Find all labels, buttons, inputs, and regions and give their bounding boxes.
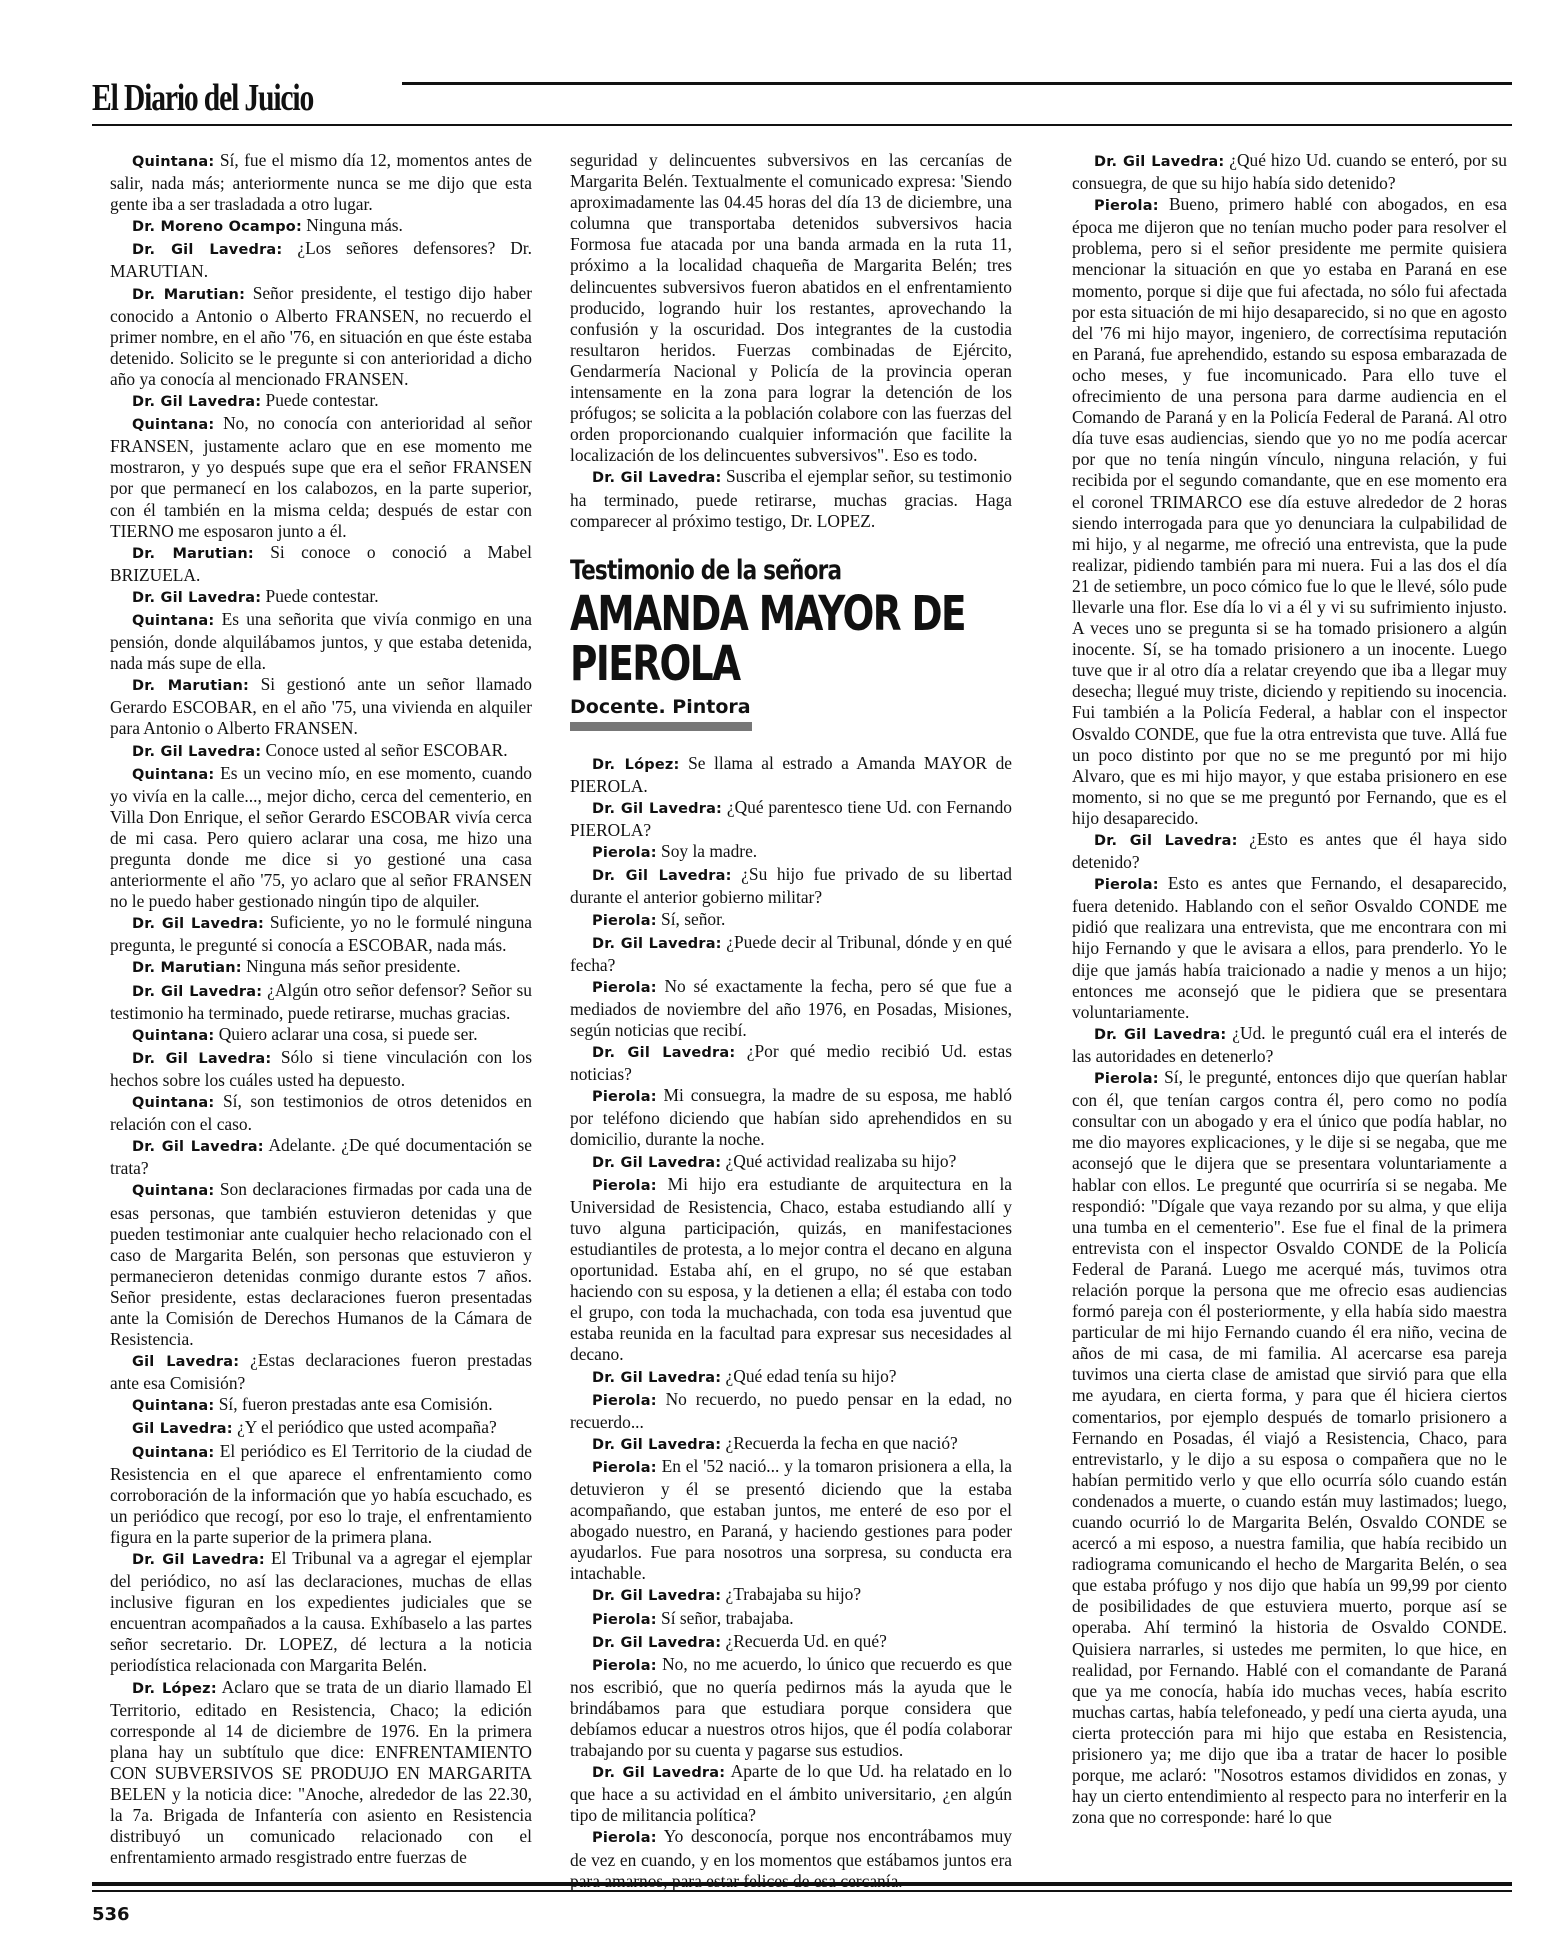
article-name-line-2: PIEROLA xyxy=(570,635,740,692)
paragraph xyxy=(1072,150,1507,194)
paragraph-text: ¿Qué actividad realizaba su hijo? xyxy=(721,1150,957,1171)
paragraph-text: Sí, fue el mismo día 12, momentos antes de salir, nada más; anteriormente nunca se me dijo que esta gente iba a ser trasladada a otro lugar. xyxy=(110,150,532,215)
speaker-label: Dr. Gil Lavedra: xyxy=(1094,833,1238,849)
paragraph-text: Es un vecino mío, en ese momento, cuando yo vivía en la calle..., mejor dicho, cerca del cementerio, en Villa Don Enrique, el señor Gerardo ESCOBAR vivía cerca de mi casa. Pero quiero aclarar una cosa, me hizo una pregunta donde me dice si yo gestioné una casa anteriormente el año '75, yo aclaro que al señor FRANSEN no le puedo haber gestionado ningún tipo de alquiler. xyxy=(110,762,532,912)
speaker-label: Quintana: xyxy=(132,612,215,629)
paragraph xyxy=(570,1456,1012,1585)
paragraph-text: Puede contestar. xyxy=(261,390,379,411)
paragraph xyxy=(110,1677,532,1869)
paragraph-text: Puede contestar. xyxy=(261,585,379,606)
speaker-label: Pierola: xyxy=(592,1611,657,1628)
paragraph-text: Sí, le pregunté, entonces dijo que querían hablar con él, que tenían cargos contra él, pero como no podía consultar con un abogado y era el único que podía hablar, no me dio mayores explicaciones, y le dije si se negaba, que me aconsejó que le dijera que se presentara voluntariamente a hablar con ellos. Le pregunté que ocurriría si se negaba. Me respondió: "Dígale que vaya rezando por su alma, y que elija una tumba en el cementerio". Ese fue el final de la primera entrevista con el inspector Osvaldo CONDE de la Policía Federal de Paraná. Luego me acerqué más, tuvimos otra relación porque la persona que me ofrecio esas audiencias formó pareja con él posteriormente, y ella había sido maestra particular de mi hijo Fernando cuando él era niño, vecina de años de mi casa, de mi familia. Al acercarse esa pareja tuvimos una cierta clase de amistad que sirvió para que ella me ayudara, en cierta forma, y para que él hiciera ciertos comentarios, por ejemplo después de tomarlo prisionero a Fernando en Posadas, él viajó a Resistencia, Chaco, para entrevistarlo, y le dijo a su esposa o compañera que no le habían permitido verlo y que ello ocurría sólo cuando están condenados a muerte, o cuando están muy lastimados; luego, cuando ocurrió lo de Margarita Belén, Osvaldo CONDE se acercó a mi esposo, a nuestra familia, que había recibido un radiograma comunicando el hecho de Margarita Belén, o sea que estaba prófugo y nos dijo que había un 99,99 por ciento de posibilidades de que estuviera muerto, porque así se operaba. Ahí terminó la historia de Osvaldo CONDE. Quisiera narrarles, si ustedes me permiten, lo que hice, en realidad, por Fernando. Hablé con el comandante de Paraná que ya me conocía, había ido muchas veces, había escrito muchas cartas, había telefoneado, y pedí una cierta ayuda, una cierta protección para mi hijo que estaba en Resistencia, prisionero ya; me dijo que iba a tratar de hacer lo posible porque, me aclaró: "Nosotros estamos divididos en zonas, y hay un cierto entendimiento al respecto para no interferir en la zona que no corresponde: haré lo que xyxy=(1072,1067,1507,1828)
paragraph-text: No sé exactamente la fecha, pero sé que fue a mediados de noviembre del año 1976, en Posadas, Misiones, según noticias que recibí. xyxy=(570,975,1012,1040)
paragraph-text: ¿Qué hizo Ud. cuando se enteró, por su consuegra, de que su hijo había sido detenido? xyxy=(1072,150,1507,194)
speaker-label: Quintana: xyxy=(132,1183,215,1200)
paragraph xyxy=(570,753,1012,797)
speaker-label: Dr. Gil Lavedra: xyxy=(592,1588,722,1605)
paragraph xyxy=(110,980,532,1024)
paragraph xyxy=(110,1548,532,1677)
paragraph-text: Son declaraciones firmadas por cada una de esas personas, que también estuvieron detenidas y que pueden testimoniar ante cualquier hecho relacionado con el caso de Margarita Belén, son personas que estuvieron y permanecieron detenidas conmigo durante estos 7 años. Señor presidente, estas declaraciones fueron presentadas ante la Comisión de Derechos Humanos de la Cámara de Resistencia. xyxy=(110,1179,532,1350)
paragraph xyxy=(110,674,532,739)
speaker-label: Dr. Gil Lavedra: xyxy=(132,1552,265,1568)
speaker-label: Dr. Marutian: xyxy=(132,678,250,695)
speaker-label: Dr. Gil Lavedra: xyxy=(592,470,722,487)
paragraph xyxy=(570,466,1012,531)
speaker-label: Pierola: xyxy=(1094,877,1159,894)
paragraph xyxy=(1072,873,1507,1023)
paragraph xyxy=(570,1366,1012,1389)
paragraph xyxy=(570,1654,1012,1761)
paragraph xyxy=(1072,194,1507,829)
paragraph-text: En el '52 nació... y la tomaron prisionera a ella, la detuvieron y él se presentó diciendo que la estaba acompañando, que estaban juntos, me enteré de eso por el abogado nuestro, en Paraná, y haciendo gestiones para poder ayudarlos. Fue para nosotros una sorpresa, su conducta era intachable. xyxy=(570,1455,1012,1584)
speaker-label: Dr. Gil Lavedra: xyxy=(592,1154,722,1171)
article-subtitle: Docente. Pintora xyxy=(570,695,751,718)
speaker-label: Pierola: xyxy=(1094,198,1159,215)
paragraph-text: Quiero aclarar una cosa, si puede ser. xyxy=(214,1023,478,1044)
paragraph-text: ¿Y el periódico que usted acompaña? xyxy=(232,1417,497,1438)
footer-rule-thin xyxy=(92,1890,1512,1892)
speaker-label: Dr. Gil Lavedra: xyxy=(1094,154,1225,170)
paragraph-text: Ninguna más señor presidente. xyxy=(241,956,461,977)
speaker-label: Dr. López: xyxy=(592,756,680,773)
paragraph xyxy=(110,1417,532,1440)
paragraph xyxy=(570,1041,1012,1085)
speaker-label: Dr. Gil Lavedra: xyxy=(132,394,262,411)
speaker-label: Quintana: xyxy=(132,154,215,170)
speaker-label: Dr. Gil Lavedra: xyxy=(592,935,722,952)
paragraph xyxy=(110,215,532,238)
paragraph-text: ¿Su hijo fue privado de su libertad durante el anterior gobierno militar? xyxy=(570,864,1012,908)
paragraph-text: ¿Recuerda la fecha en que nació? xyxy=(721,1432,958,1453)
footer-rule-thick xyxy=(92,1882,1512,1886)
speaker-label: Dr. Gil Lavedra: xyxy=(592,1765,726,1782)
paragraph-text: Adelante. ¿De qué documentación se trata? xyxy=(110,1135,532,1179)
paragraph-text: Aclaro que se trata de un diario llamado El Territorio, editado en Resistencia, Chaco; la edición corresponde al 14 de diciembre de 1976. En la primera plana hay un subtítulo que dice: ENFRENTAMIENTO CON SUBVERSIVOS SE PRODUJO EN MARGARITA BELEN y la noticia dice: "Anoche, alrededor de las 22.30, la 7a. Brigada de Infantería con asiento en Resistencia distribuyó un comunicado relacionado con el enfrentamiento armado resgistrado entre fuerzas de xyxy=(110,1676,532,1868)
column-2-bottom xyxy=(570,753,1012,1892)
speaker-label: Pierola: xyxy=(592,979,657,996)
paragraph-text: No, no me acuerdo, lo único que recuerdo es que nos escribió, que no quería pedirnos más la ayuda que le brindábamos para que estudiara porque considera que debíamos educar a nuestros otros hijos, que él podía colaborar trabajando por su cuenta y pagarse sus estudios. xyxy=(570,1653,1012,1761)
paragraph xyxy=(110,956,532,979)
paragraph xyxy=(110,1441,532,1548)
speaker-label: Pierola: xyxy=(592,912,657,929)
paragraph xyxy=(570,1584,1012,1607)
paragraph xyxy=(570,1174,1012,1366)
speaker-label: Dr. Gil Lavedra: xyxy=(132,1139,264,1156)
speaker-label: Dr. Gil Lavedra: xyxy=(592,1045,736,1062)
paragraph-text: Suscriba el ejemplar señor, su testimonio ha terminado, puede retirarse, muchas gracias. Haga comparecer al próximo testigo, Dr. LOPEZ. xyxy=(570,466,1012,531)
article-kicker: Testimonio de la señora xyxy=(570,554,842,586)
speaker-label: Pierola: xyxy=(1094,1071,1159,1088)
paragraph xyxy=(1072,1023,1507,1067)
speaker-label: Dr. Gil Lavedra: xyxy=(592,1369,722,1386)
paragraph xyxy=(570,1151,1012,1174)
paragraph-text: Yo desconocía, porque nos encontrábamos muy de vez en cuando, y en los momentos que estábamos juntos era para amarnos, para estar felices de esa cercanía. xyxy=(570,1826,1012,1891)
paragraph xyxy=(1072,829,1507,873)
speaker-label: Gil Lavedra: xyxy=(132,1354,240,1371)
speaker-label: Dr. Marutian: xyxy=(132,286,246,303)
speaker-label: Pierola: xyxy=(592,1392,657,1409)
paragraph xyxy=(110,1047,532,1091)
paragraph xyxy=(110,542,532,586)
paragraph xyxy=(570,864,1012,908)
paragraph xyxy=(110,390,532,413)
speaker-label: Dr. Gil Lavedra: xyxy=(592,1436,722,1453)
paragraph-text: El periódico es El Territorio de la ciudad de Resistencia en el que aparece el enfrentamiento como corroboración de la información que yo había escuchado, es un periódico que recogí, por eso lo traje, el enfrentamiento figura en la parte superior de la primera plana. xyxy=(110,1440,532,1547)
speaker-label: Dr. Gil Lavedra: xyxy=(132,1050,272,1067)
paragraph-text: ¿Trabajaba su hijo? xyxy=(721,1584,862,1605)
paragraph-text: ¿Los señores defensores? Dr. MARUTIAN. xyxy=(110,238,532,282)
masthead xyxy=(92,66,1512,126)
paragraph-text: No recuerdo, no puedo pensar en la edad, no recuerdo... xyxy=(570,1388,1012,1432)
paragraph xyxy=(110,609,532,674)
speaker-label: Dr. Gil Lavedra: xyxy=(132,916,265,933)
paragraph xyxy=(110,1024,532,1047)
page-number: 536 xyxy=(92,1904,130,1925)
speaker-label: Pierola: xyxy=(592,1089,657,1106)
speaker-label: Quintana: xyxy=(132,1444,215,1461)
speaker-label: Dr. Gil Lavedra: xyxy=(1094,1026,1227,1043)
speaker-label: Pierola: xyxy=(592,1657,657,1674)
speaker-label: Dr. Gil Lavedra: xyxy=(592,868,732,885)
speaker-label: Dr. Gil Lavedra: xyxy=(592,1634,722,1651)
paragraph-text: Sí, son testimonios de otros detenidos en relación con el caso. xyxy=(110,1091,532,1135)
speaker-label: Dr. Marutian: xyxy=(132,545,254,562)
subtitle-rule xyxy=(570,722,752,731)
paragraph-text: ¿Puede decir al Tribunal, dónde y en qué fecha? xyxy=(570,931,1012,975)
speaker-label: Pierola: xyxy=(592,1177,657,1194)
column-2 xyxy=(570,150,1012,1892)
speaker-label: Quintana: xyxy=(132,766,215,783)
paragraph xyxy=(110,1179,532,1350)
paragraph xyxy=(570,1085,1012,1150)
paragraph-text: Esto es antes que Fernando, el desaparecido, fuera detenido. Hablando con el señor Osvaldo CONDE me pidió que realizara una entrevista, que me encontrara con mi hijo Fernando y que le avisara a ellos, para prenderlo. Yo le dije que jamás había traicionado a nadie y menos a un hijo; entonces me aconsejó que le pidiera que se presentara voluntariamente. xyxy=(1072,873,1507,1022)
speaker-label: Dr. Gil Lavedra: xyxy=(132,242,283,259)
column-3 xyxy=(1072,150,1507,1828)
paragraph xyxy=(570,150,1012,466)
paragraph xyxy=(570,976,1012,1041)
paragraph xyxy=(110,238,532,282)
masthead-title: El Diario del Juicio xyxy=(92,77,314,119)
paragraph xyxy=(570,1433,1012,1456)
paragraph-text: Mi hijo era estudiante de arquitectura en la Universidad de Resistencia, Chaco, estaba estudiando allí y tuvo alguna participación, quizás, en manifestaciones estudiantiles de protesta, a lo mejor contra el decano en alguna oportunidad. Estaba ahí, en el grupo, no sé que estaban haciendo con su esposa, y la detienen a ella; él estaba con todo el grupo, con toda la muchachada, con toda esa juventud que estaba reunida en la facultad para expresar sus necesidades al decano. xyxy=(570,1173,1012,1365)
speaker-label: Dr. Moreno Ocampo: xyxy=(132,219,302,236)
speaker-label: Pierola: xyxy=(592,845,657,862)
speaker-label: Pierola: xyxy=(592,1830,657,1847)
speaker-label: Quintana: xyxy=(132,417,215,434)
paragraph-text: Señor presidente, el testigo dijo haber conocido a Antonio o Alberto FRANSEN, no recuerdo el primer nombre, en el año '76, en situación en que éste estaba detenido. Solicito se le pregunte si con anterioridad a dicho año ya conocía al mencionado FRANSEN. xyxy=(110,282,532,389)
paragraph-text: Suficiente, yo no le formulé ninguna pregunta, le pregunté si conocía a ESCOBAR, nada más. xyxy=(110,912,532,956)
paragraph xyxy=(570,1608,1012,1631)
speaker-label: Quintana: xyxy=(132,1027,215,1044)
article-heading xyxy=(570,554,1012,731)
speaker-label: Pierola: xyxy=(592,1459,657,1476)
paragraph xyxy=(110,413,532,542)
paragraph-text: Aparte de lo que Ud. ha relatado en lo que hace a su actividad en el ámbito universitario, ¿en algún tipo de militancia política? xyxy=(570,1761,1012,1826)
paragraph xyxy=(570,909,1012,932)
speaker-label: Quintana: xyxy=(132,1095,215,1112)
paragraph-text: ¿Qué edad tenía su hijo? xyxy=(721,1365,897,1386)
paragraph xyxy=(110,283,532,390)
paragraph-text: Sí, fueron prestadas ante esa Comisión. xyxy=(214,1394,493,1415)
paragraph xyxy=(110,1394,532,1417)
speaker-label: Dr. Gil Lavedra: xyxy=(592,801,723,818)
column-1 xyxy=(110,150,532,1868)
paragraph-text: Es una señorita que vivía conmigo en una pensión, donde alquilábamos juntos, y que estaba detenida, nada más supe de ella. xyxy=(110,608,532,674)
paragraph xyxy=(110,1350,532,1394)
speaker-label: Quintana: xyxy=(132,1398,215,1415)
paragraph xyxy=(110,912,532,956)
paragraph-text: No, no conocía con anterioridad al señor FRANSEN, justamente aclaro que en ese momento me mostraron, y yo después supe que era el señor FRANSEN por que permanecí en los calabozos, en la parte superior, con él también en la misma celda; después de estar con TIERNO me esposaron junto a él. xyxy=(110,413,532,541)
paragraph-text: Mi consuegra, la madre de su esposa, me habló por teléfono diciendo que habían sido aprehendidos en su domicilio, durante la noche. xyxy=(570,1085,1012,1150)
masthead-underline xyxy=(92,124,1512,126)
paragraph-text: ¿Qué parentesco tiene Ud. con Fernando PIEROLA? xyxy=(570,797,1012,841)
paragraph xyxy=(570,841,1012,864)
paragraph-text: Se llama al estrado a Amanda MAYOR de PIEROLA. xyxy=(570,752,1012,796)
paragraph xyxy=(570,932,1012,976)
paragraph-text: Bueno, primero hablé con abogados, en esa época me dijeron que no tenían mucho poder para resolver el problema, pero si el señor presidente me permite quisiera mencionar la situación en que yo estaba en Paraná en ese momento, porque si dije que fui afectada, no sólo fui afectada por esta situación de mi hijo desaparecido, si no que en agosto del '76 mi hijo mayor, ingeniero, de correctísima reputación en Paraná, fue aprehendido, estando su esposa embarazada de ocho meses, y fue incomunicado. Para ello tuve el ofrecimiento de una persona para darme audiencia en el Comando de Paraná y en la Policía Federal de Paraná. Al otro día tuve esas audiencias, siendo que yo no me podía acercar por que no tenía ningún vínculo, ninguna relación, y fui recibida por el segundo comandante, que en ese momento era el coronel TRIMARCO ese día estuve alrededor de 2 horas siendo interrogada para que yo denunciara la culpabilidad de mi hijo, y al negarme, me ofreció una entrevista, que la pude realizar, pidiendo también para mi nuera. Fui a las dos el día 21 de setiembre, un poco cómico fue lo que le llevé, sólo pude llevarle una flor. Ese día lo vi a él y vi su sufrimiento injusto. A veces uno se pregunta si se ha tomado prisionero a algún inocente. Sí, se ha tomado prisionero a un inocente. Luego tuve que ir al otro día a relatar creyendo que iba a llegar muy desecha; llegué muy triste, diciendo y repitiendo su inocencia. Fui también a la Policía Federal, a hablar con el inspector Osvaldo CONDE, que fue la otra entrevista que tuve. Allá fue un poco distinto por que no se me preguntó por mi hijo Alvaro, que es mi hijo mayor, y que estaba prisionero en ese momento, si no que se me preguntó por Fernando, que es el hijo desaparecido. xyxy=(1072,194,1507,828)
footer xyxy=(92,1882,1512,1932)
paragraph xyxy=(570,797,1012,841)
paragraph xyxy=(1072,1067,1507,1828)
speaker-label: Dr. Gil Lavedra: xyxy=(132,743,262,760)
paragraph-text: ¿Recuerda Ud. en qué? xyxy=(721,1630,887,1651)
paragraph-text: El Tribunal va a agregar el ejemplar del periódico, no así las declaraciones, muchas de ellas inclusive figuran en los expedientes judiciales que se encuentran acompañados a la causa. Exhíbaselo a las partes señor secretario. Dr. LOPEZ, dé lectura a la noticia periodística relacionada con Margarita Belén. xyxy=(110,1548,532,1676)
speaker-label: Dr. Gil Lavedra: xyxy=(132,983,263,1000)
speaker-label: Dr. López: xyxy=(132,1680,217,1697)
paragraph-text: Sí, señor. xyxy=(656,908,726,929)
paragraph-text: ¿Esto es antes que él haya sido detenido? xyxy=(1072,829,1507,873)
masthead-rule xyxy=(402,82,1512,85)
speaker-label: Dr. Gil Lavedra: xyxy=(132,589,262,606)
paragraph xyxy=(110,586,532,609)
paragraph xyxy=(570,1761,1012,1826)
paragraph-text: ¿Por qué medio recibió Ud. estas noticias? xyxy=(570,1041,1012,1085)
paragraph-text: Sí señor, trabajaba. xyxy=(656,1607,794,1628)
paragraph xyxy=(110,1091,532,1135)
paragraph xyxy=(110,150,532,215)
paragraph-text: Si conoce o conoció a Mabel BRIZUELA. xyxy=(110,541,532,585)
paragraph-text: ¿Ud. le preguntó cuál era el interés de las autoridades en detenerlo? xyxy=(1072,1022,1507,1066)
paragraph-text: Conoce usted al señor ESCOBAR. xyxy=(261,739,508,760)
speaker-label: Gil Lavedra: xyxy=(132,1421,233,1438)
paragraph xyxy=(110,1135,532,1179)
paragraph-text: Si gestionó ante un señor llamado Gerardo ESCOBAR, en el año '75, una vivienda en alquiler para Antonio o Alberto FRANSEN. xyxy=(110,674,532,739)
paragraph-text: Soy la madre. xyxy=(656,841,758,862)
paragraph xyxy=(570,1389,1012,1433)
paragraph xyxy=(110,740,532,763)
paragraph-text: ¿Estas declaraciones fueron prestadas ante esa Comisión? xyxy=(110,1350,532,1394)
speaker-label: Dr. Marutian: xyxy=(132,960,242,977)
paragraph xyxy=(570,1631,1012,1654)
column-2-top xyxy=(570,150,1012,532)
paragraph-text: seguridad y delincuentes subversivos en las cercanías de Margarita Belén. Textualmente el comunicado expresa: 'Siendo aproximadamente las 04.45 horas del día 13 de diciembre, una columna que transportaba detenidos subversivos hacia Formosa fue atacada por una banda armada en la ruta 11, próximo a la localidad chaqueña de Margarita Belén; tres delincuentes subversivos fueron abatidos en el enfrentamiento producido, logrando huir los restantes, aprovechando la confusión y la oscuridad. Dos integrantes de la custodia resultaron heridos. Fuerzas combinadas de Ejército, Gendarmería Nacional y Policía de la provincia operan intensamente en la zona para lograr la detención de los prófugos; se solicita a la población colabore con las fuerzas del orden proporcionando cualquier información que facilite la localización de los delincuentes subversivos". Eso es todo. xyxy=(570,150,1012,466)
paragraph-text: ¿Algún otro señor defensor? Señor su testimonio ha terminado, puede retirarse, muchas gracias. xyxy=(110,979,532,1023)
paragraph-text: Ninguna más. xyxy=(301,215,403,236)
article-name-line-1: AMANDA MAYOR DE xyxy=(570,585,966,642)
paragraph xyxy=(110,763,532,913)
paragraph-text: Sólo si tiene vinculación con los hechos sobre los cuáles usted ha depuesto. xyxy=(110,1046,532,1090)
